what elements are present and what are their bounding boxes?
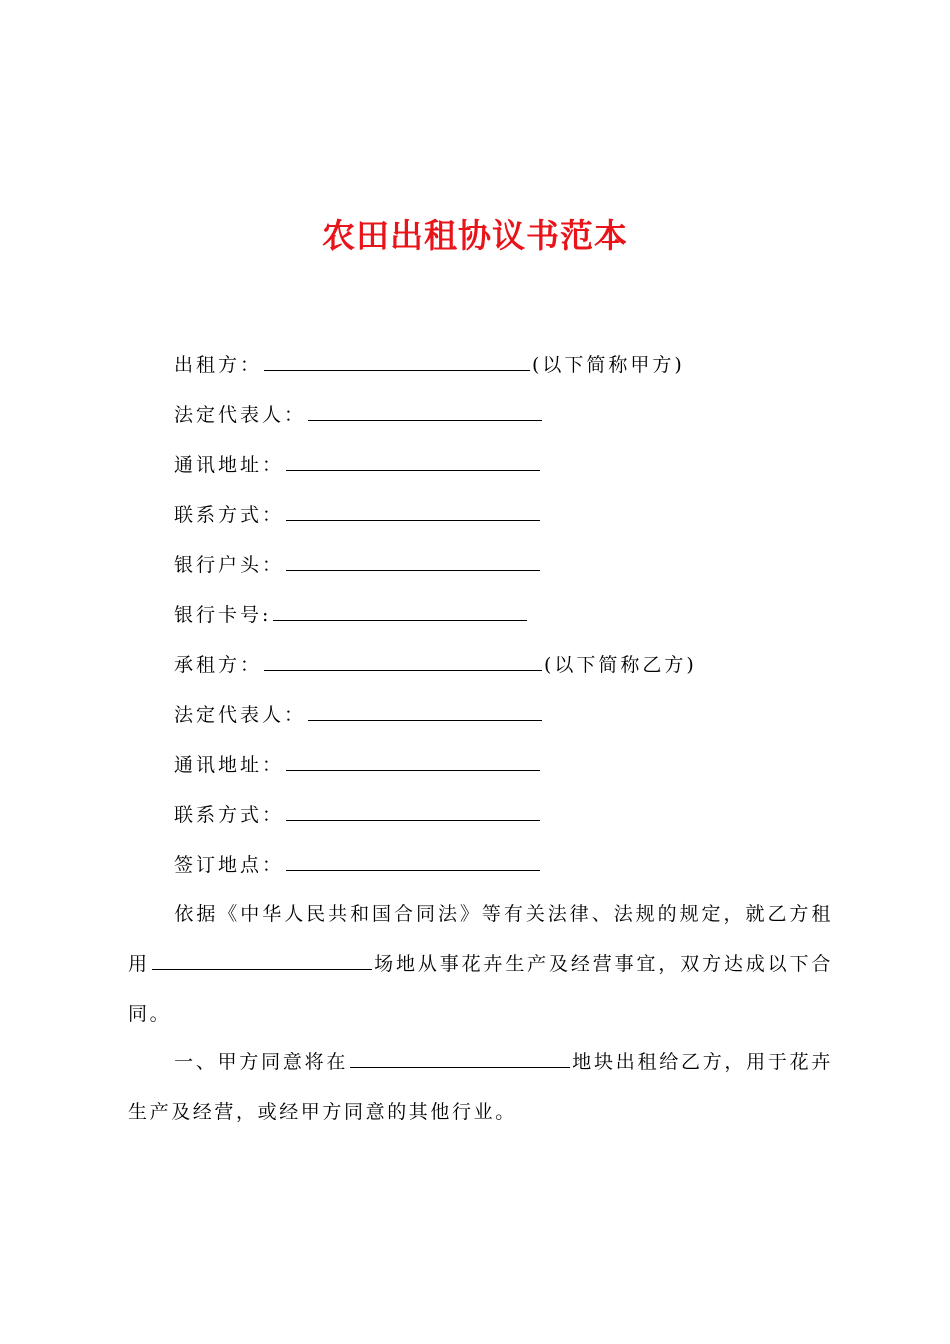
lessee-contact-line — [174, 802, 542, 827]
lessor-name-suffix: (以下简称甲方) — [532, 354, 685, 376]
lessee-representative-line — [174, 702, 544, 727]
signing-place-blank[interactable] — [286, 852, 540, 871]
lessee-address-blank[interactable] — [286, 752, 540, 771]
lessor-address-blank[interactable] — [286, 452, 540, 471]
lessor-representative-label: 法定代表人： — [174, 404, 307, 426]
clause-1-text-part1: 一、甲方同意将在 — [174, 1051, 349, 1073]
lessor-name-blank[interactable] — [264, 352, 530, 371]
lessee-name-label: 承租方： — [174, 654, 263, 676]
lessor-bank-card-blank[interactable] — [273, 602, 527, 621]
lessor-name-line — [174, 352, 685, 377]
lessor-address-line — [174, 452, 542, 477]
signing-place-line — [174, 852, 542, 877]
document-title: 农田出租协议书范本 — [322, 216, 628, 255]
lessor-name-label: 出租方： — [174, 354, 263, 376]
lessor-address-label: 通讯地址： — [174, 454, 285, 476]
lessor-bank-account-blank[interactable] — [286, 552, 540, 571]
lessor-bank-account-line — [174, 552, 542, 577]
lessor-bank-card-line — [174, 602, 529, 627]
lessee-name-suffix: (以下简称乙方) — [544, 654, 697, 676]
clause-1-plot-blank[interactable] — [350, 1049, 570, 1068]
lessor-bank-card-label: 银行卡号: — [174, 604, 272, 626]
clause-1-text-part2: 地块出租给乙方，用于花卉生产及经营，或经甲方同意的其他行业。 — [128, 1051, 833, 1123]
intro-site-blank[interactable] — [152, 951, 372, 970]
lessor-representative-line — [174, 402, 544, 427]
clause-1-paragraph — [128, 1037, 833, 1137]
lessee-representative-label: 法定代表人： — [174, 704, 307, 726]
lessee-name-blank[interactable] — [264, 652, 542, 671]
lessee-contact-blank[interactable] — [286, 802, 540, 821]
lessor-contact-blank[interactable] — [286, 502, 540, 521]
intro-text-part2: 场地从事花卉生产及经营事宜，双方达成以下合同。 — [128, 953, 833, 1025]
intro-text-part1: 依据《中华人民共和国合同法》等有关法律、法规的规定，就乙方租用 — [128, 903, 833, 975]
signing-place-label: 签订地点： — [174, 854, 285, 876]
lessor-contact-line — [174, 502, 542, 527]
lessee-address-label: 通讯地址： — [174, 754, 285, 776]
intro-paragraph — [128, 889, 833, 1039]
lessee-address-line — [174, 752, 542, 777]
lessee-representative-blank[interactable] — [308, 702, 542, 721]
lessor-bank-account-label: 银行户头： — [174, 554, 285, 576]
lessee-contact-label: 联系方式： — [174, 804, 285, 826]
lessor-representative-blank[interactable] — [308, 402, 542, 421]
lessee-name-line — [174, 652, 697, 677]
lessor-contact-label: 联系方式： — [174, 504, 285, 526]
